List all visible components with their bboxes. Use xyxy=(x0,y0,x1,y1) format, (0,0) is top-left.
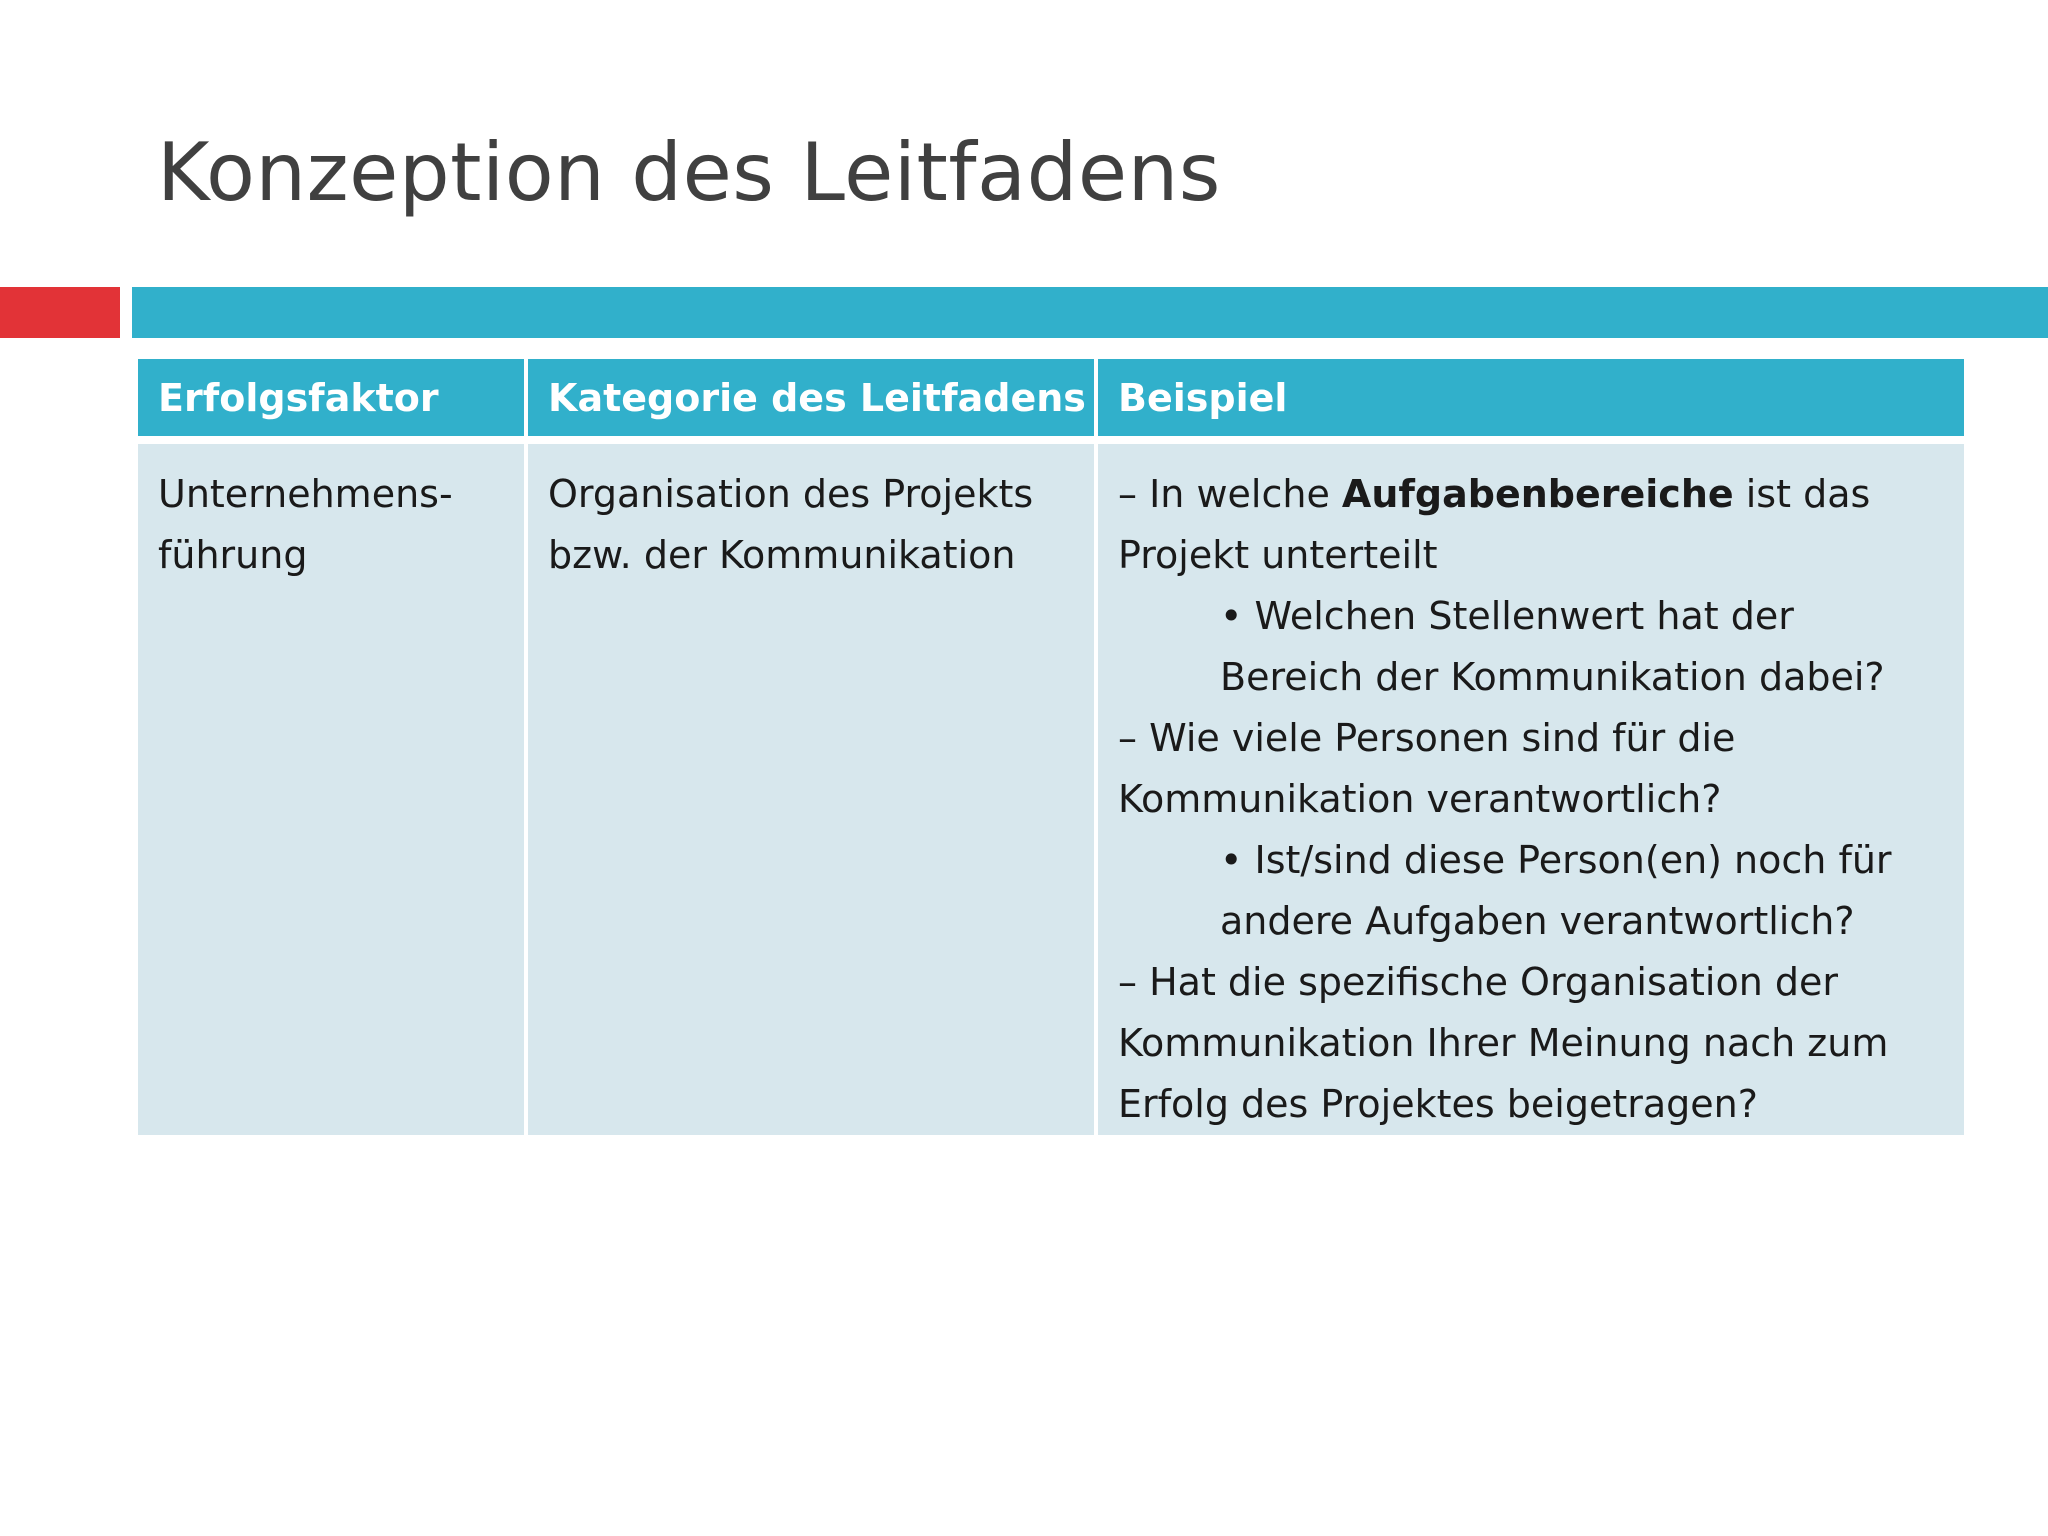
accent-bar-red xyxy=(0,287,120,338)
table xyxy=(138,359,1964,1135)
accent-bar-teal xyxy=(132,287,2048,338)
beispiel-item-1 xyxy=(1118,464,1944,586)
bullet-marker: • xyxy=(1220,838,1243,882)
leitfaden-table xyxy=(138,359,1964,1135)
cell-kategorie xyxy=(526,440,1096,1135)
cell-erfolgsfaktor xyxy=(138,440,526,1135)
item-1-post: ist das Projekt unterteilt xyxy=(1118,472,1871,577)
dash-marker: – xyxy=(1118,960,1137,1004)
bullet-marker: • xyxy=(1220,594,1243,638)
beispiel-subitem-1 xyxy=(1118,586,1944,708)
subitem-1-text: Welchen Stellenwert hat der Bereich der Kommunikation dabei? xyxy=(1220,594,1885,699)
subitem-2-text: Ist/sind diese Person(en) noch für andere Aufgaben verantwortlich? xyxy=(1220,838,1892,943)
erfolgsfaktor-line-2: führung xyxy=(158,533,308,577)
header-beispiel: Beispiel xyxy=(1096,359,1964,440)
kategorie-line-2: bzw. der Kommunikation xyxy=(548,533,1016,577)
beispiel-subitem-2 xyxy=(1118,830,1944,952)
cell-beispiel xyxy=(1096,440,1964,1135)
slide-title: Konzeption des Leitfadens xyxy=(157,126,1221,219)
kategorie-line-1: Organisation des Projekts xyxy=(548,472,1034,516)
erfolgsfaktor-line-1: Unternehmens- xyxy=(158,472,453,516)
item-2-text: Wie viele Personen sind für die Kommunikation verantwortlich? xyxy=(1118,716,1736,821)
table-header-row xyxy=(138,359,1964,440)
header-erfolgsfaktor: Erfolgsfaktor xyxy=(138,359,526,440)
dash-marker: – xyxy=(1118,472,1137,516)
item-3-text: Hat die spezifische Organisation der Kommunikation Ihrer Meinung nach zum Erfolg des Projektes beigetragen? xyxy=(1118,960,1889,1126)
beispiel-item-3 xyxy=(1118,952,1944,1135)
table-row xyxy=(138,440,1964,1135)
header-kategorie: Kategorie des Leitfadens xyxy=(526,359,1096,440)
dash-marker: – xyxy=(1118,716,1137,760)
item-1-bold: Aufgabenbereiche xyxy=(1341,472,1734,516)
item-1-pre: In welche xyxy=(1149,472,1342,516)
beispiel-item-2 xyxy=(1118,708,1944,830)
